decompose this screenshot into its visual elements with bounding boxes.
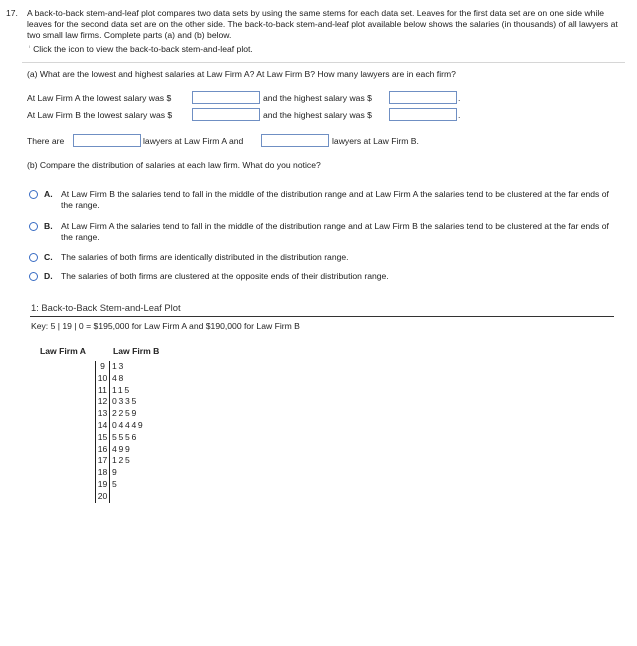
lawyer-count-b-input[interactable] xyxy=(261,134,329,147)
firm-b-leaves: 499 xyxy=(112,443,132,454)
stem-value: 18 xyxy=(97,467,108,478)
choice-letter: B. xyxy=(44,221,53,231)
firm-b-leaves: 5 xyxy=(112,479,119,489)
choice-text: At Law Firm A the salaries tend to fall in the middle of the distribution range and at Law Firm B the salaries tend to be clustered at the far ends of the range. xyxy=(61,221,609,242)
stem-value: 9 xyxy=(100,361,105,371)
radio-button[interactable] xyxy=(29,253,38,262)
firm-a-lowest-label: At Law Firm A the lowest salary was $ xyxy=(27,93,172,103)
plot-title: 1: Back-to-Back Stem-and-Leaf Plot xyxy=(31,302,181,313)
law-firm-a-header: Law Firm A xyxy=(40,346,86,356)
firm-a-highest-label: and the highest salary was $ xyxy=(263,93,372,103)
part-a-question: (a) What are the lowest and highest salaries at Law Firm A? At Law Firm B? How many lawyers are in each firm? xyxy=(27,69,456,79)
law-firm-b-header: Law Firm B xyxy=(113,346,160,356)
stem-value: 16 xyxy=(97,443,108,454)
firm-b-leaves: 125 xyxy=(112,455,132,466)
lawyers-b-label: lawyers at Law Firm B. xyxy=(332,136,419,146)
stem-value: 14 xyxy=(97,420,108,430)
firm-b-leaves: 0335 xyxy=(112,396,138,407)
firm-b-leaves: 9 xyxy=(112,467,119,478)
choice-text: At Law Firm B the salaries tend to fall in the middle of the distribution range and at Law Firm A the salaries tend to be clustered at the far ends of the range. xyxy=(61,189,609,210)
stem-value: 19 xyxy=(97,479,108,489)
help-text: Click the icon to view the back-to-back stem-and-leaf plot. xyxy=(33,44,253,54)
firm-b-leaves: 2259 xyxy=(112,408,138,419)
plot-key: Key: 5 | 19 | 0 = $195,000 for Law Firm A and $190,000 for Law Firm B xyxy=(31,321,300,331)
firm-b-leaves: 13 xyxy=(112,361,125,371)
radio-button[interactable] xyxy=(29,272,38,281)
stem-value: 10 xyxy=(97,372,108,383)
choice-letter: A. xyxy=(44,189,53,199)
firm-b-lowest-label: At Law Firm B the lowest salary was $ xyxy=(27,110,173,120)
lawyer-count-a-input[interactable] xyxy=(73,134,141,147)
lawyers-a-label: lawyers at Law Firm A and xyxy=(143,136,244,146)
firm-b-leaves: 5556 xyxy=(112,431,138,442)
firm-b-highest-label: and the highest salary was $ xyxy=(263,110,372,120)
stem-value: 13 xyxy=(97,408,108,419)
part-b-question: (b) Compare the distribution of salaries at each law firm. What do you notice? xyxy=(27,160,321,170)
firm-a-lowest-input[interactable] xyxy=(192,91,260,104)
stem-value: 12 xyxy=(97,396,108,407)
radio-button[interactable] xyxy=(29,222,38,231)
stem-value: 11 xyxy=(98,384,107,395)
stem-value: 17 xyxy=(97,455,108,466)
period: . xyxy=(458,110,461,120)
firm-b-leaves: 04449 xyxy=(112,420,145,430)
stem-value: 20 xyxy=(97,490,108,501)
there-are-label: There are xyxy=(27,136,65,146)
stem-divider xyxy=(95,361,96,503)
info-icon[interactable]: ⁱ xyxy=(29,46,31,52)
question-number: 17. xyxy=(6,8,18,18)
choice-letter: D. xyxy=(44,271,53,281)
firm-b-leaves: 115 xyxy=(112,384,131,395)
stem-divider xyxy=(109,361,110,503)
title-divider xyxy=(30,316,614,317)
choice-letter: C. xyxy=(44,252,53,262)
firm-b-lowest-input[interactable] xyxy=(192,108,260,121)
period: . xyxy=(458,93,461,103)
choice-text: The salaries of both firms are identically distributed in the distribution range. xyxy=(61,252,349,262)
firm-b-leaves: 48 xyxy=(112,372,125,383)
stem-value: 15 xyxy=(97,431,108,442)
help-line xyxy=(29,44,253,55)
choice-text: The salaries of both firms are clustered at the opposite ends of their distribution range. xyxy=(61,271,389,281)
radio-button[interactable] xyxy=(29,190,38,199)
firm-b-highest-input[interactable] xyxy=(389,108,457,121)
firm-a-highest-input[interactable] xyxy=(389,91,457,104)
problem-statement: A back-to-back stem-and-leaf plot compares two data sets by using the same stems for each data set. Leaves for the first data set are on one side while leaves for the second data set are on the other side. The back-to-back stem-and-leaf plot available below shows the salaries (in thousands) of all lawyers at two small law firms. Complete parts (a) and (b) below. xyxy=(27,8,618,40)
